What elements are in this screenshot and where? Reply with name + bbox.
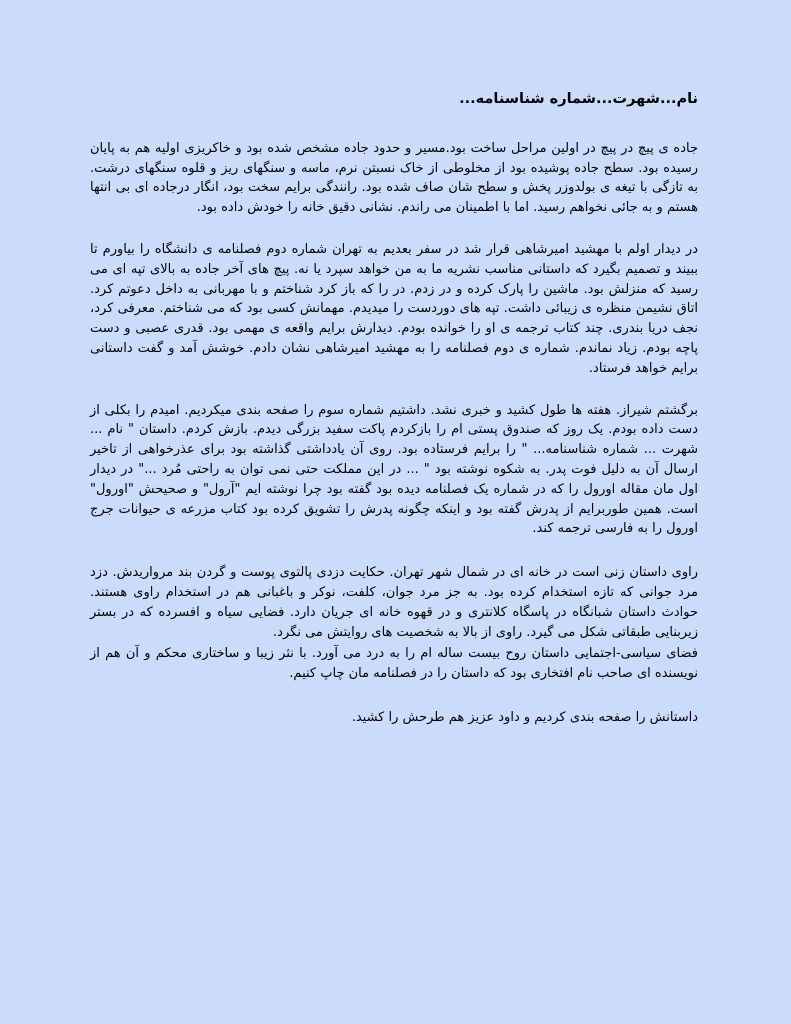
paragraph-atmosphere: فضای سیاسی-اجتمایی داستان روح بیست ساله ام را به درد می آورد. با نثر زیبا و ساختاری محکم و آن هم از نویسنده ای صاحب نام افتخاری بود که داستان را در فصلنامه مان چاپ کنیم. — [90, 646, 698, 682]
paragraph-narrator: راوی داستان زنی است در خانه ای در شمال شهر تهران. حکایت دزدی پالتوی پوست و گردن بند مرواریدش. دزد مرد جوانی که تازه استخدام کرده بود. به جز مرد جوان، کلفت، نوکر و باغبانی هم در استخدام راوی هستند. حوادث داستان شبانگاه در پاسگاه کلانتری و در قهوه خانه ای جریان دارد. فضایی سیاه و افسرده که در بستر زیربنایی طبقاتی شکل می گیرد. راوی از بالا به شخصیت های روایتش می نگرد. — [90, 565, 698, 640]
paragraph-return-shiraz: برگشتم شیراز. هفته ها طول کشید و خبری نشد. داشتیم شماره سوم را صفحه بندی میکردیم. امیدم را بکلی از دست داده بودم. یک روز که صندوق پستی ام را بازکردم پاکت سفید بزرگی دیدم. بازش کردم. داستان " نام ... شهرت ... شماره شناسنامه... " را برایم فرستاده بود. روی آن یادداشتی گذاشته بود برای عذرخواهی از تاخیر ارسال آن به دلیل فوت پدر. به شکوه نوشته بود " ... در این مملکت حتی نمی توان به راحتی مُرد ..." در دیدار اول مان مقاله اورول را که در شماره یک فصلنامه دیده بود گفته بود چرا نوشته ایم "آرول" و صحیحش "اورول" است. همین طوربرایم از پدرش گفته بود و اینکه چگونه پدرش را تشویق کرده بود کتاب مزرعه ی حیوانات جرج اورول را به فارسی ترجمه کند. — [90, 402, 698, 537]
document-title: نام...شهرت...شماره شناسنامه... — [459, 91, 698, 107]
document-page — [90, 90, 698, 728]
paragraph-road: جاده ی پیچ در پیچ در اولین مراحل ساخت بود.مسیر و حدود جاده مشخص شده بود و خاکریزی اولیه هم به پایان رسیده بود. سطح جاده پوشیده بود از مخلوطی از خاک نسبتن نرم، ماسه و سنگهای ریز و قلوه سنگهای درشت. به تازگی با تیغه ی بولدوزر پخش و سطح شان صاف شده بود. رانندگی برایم سخت بود، انگار درجاده ای بی انتها هستم و به جائی نخواهم رسید. اما با اطمینان می راندم. نشانی دقیق خانه را خودش داده بود. — [90, 140, 698, 216]
paragraph-closing: داستانش را صفحه بندی کردیم و داود عزیز هم طرحش را کشید. — [351, 709, 698, 725]
paragraph-first-meeting: در دیدار اولم با مهشید امیرشاهی قرار شد در سفر بعدیم به تهران شماره دوم فصلنامه ی دانشگاه را بیاورم تا ببیند و تصمیم بگیرد که داستانی مناسب نشریه ما به من خواهد سپرد یا نه. پیچ های آخر جاده به بالای تپه ای می رسید که منزلش بود. ماشین را پارک کرده و در زدم. در را که باز کرد شناختم و با مهربانی به داخل دعوتم کرد. اتاق نشیمن منظره ی زیبائی داشت. تپه های دوردست را میدیدم. مهمانش کسی بود که می شناختم. معرفی کرد، نجف دریا بندری. چند کتاب ترجمه ی او را خوانده بودم. دیدارش برایم واقعه ی مهمی بود. قدری عصبی و دست پاچه بودم. زیاد نماندم. شماره ی دوم فصلنامه را به مهشید امیرشاهی نشان دادم. خوشش آمد و گفت داستانی برایم خواهد فرستاد. — [90, 241, 698, 376]
